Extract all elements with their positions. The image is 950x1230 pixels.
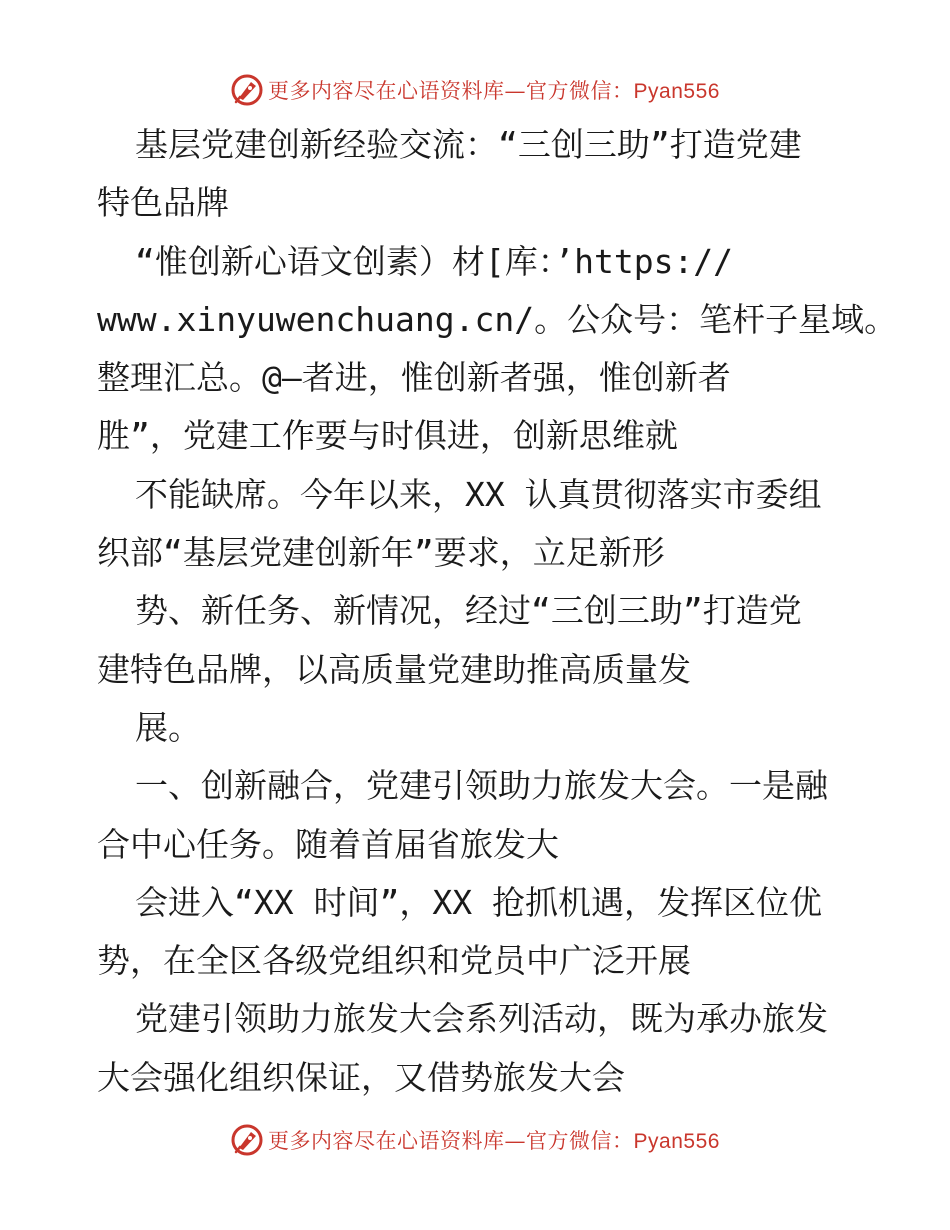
- banner-text: 更多内容尽在心语资料库—官方微信：Pyan556: [268, 1129, 720, 1153]
- text-line: 整理汇总。@—者进，惟创新者强，惟创新者: [97, 358, 731, 398]
- pen-nib-logo-icon: [230, 1123, 264, 1157]
- wechat-id: Pyan556: [633, 80, 720, 103]
- text-line: 一、创新融合，党建引领助力旅发大会。一是融: [135, 766, 828, 806]
- text-line: 势，在全区各级党组织和党员中广泛开展: [97, 941, 691, 981]
- text-line: www.xinyuwenchuang.cn/。公众号：笔杆子星域。: [97, 299, 898, 339]
- text-line: 特色品牌: [97, 183, 229, 223]
- text-line: 胜”，党建工作要与时俱进，创新思维就: [97, 416, 678, 456]
- text-line: 织部“基层党建创新年”要求，立足新形: [97, 533, 665, 573]
- header-banner: [0, 70, 950, 110]
- text-line: 会进入“XX 时间”，XX 抢抓机遇，发挥区位优: [135, 882, 822, 922]
- text-line: 展。: [135, 707, 201, 747]
- text-line: 党建引领助力旅发大会系列活动，既为承办旅发: [135, 999, 828, 1039]
- article-body: [97, 116, 898, 1107]
- pen-nib-logo-icon: [230, 73, 264, 107]
- text-line: 大会强化组织保证，又借势旅发大会: [97, 1057, 625, 1097]
- text-line: 合中心任务。随着首届省旅发大: [97, 824, 559, 864]
- text-line: 势、新任务、新情况，经过“三创三助”打造党: [135, 591, 802, 631]
- footer-banner: [0, 1120, 950, 1160]
- text-line: “惟创新心语文创素）材[库：’https://: [135, 241, 734, 281]
- text-line: 不能缺席。今年以来，XX 认真贯彻落实市委组: [135, 474, 822, 514]
- text-line: 基层党建创新经验交流：“三创三助”打造党建: [135, 125, 802, 164]
- text-line: 建特色品牌，以高质量党建助推高质量发: [97, 649, 691, 689]
- banner-text: 更多内容尽在心语资料库—官方微信：Pyan556: [268, 79, 720, 103]
- wechat-id: Pyan556: [633, 1130, 720, 1153]
